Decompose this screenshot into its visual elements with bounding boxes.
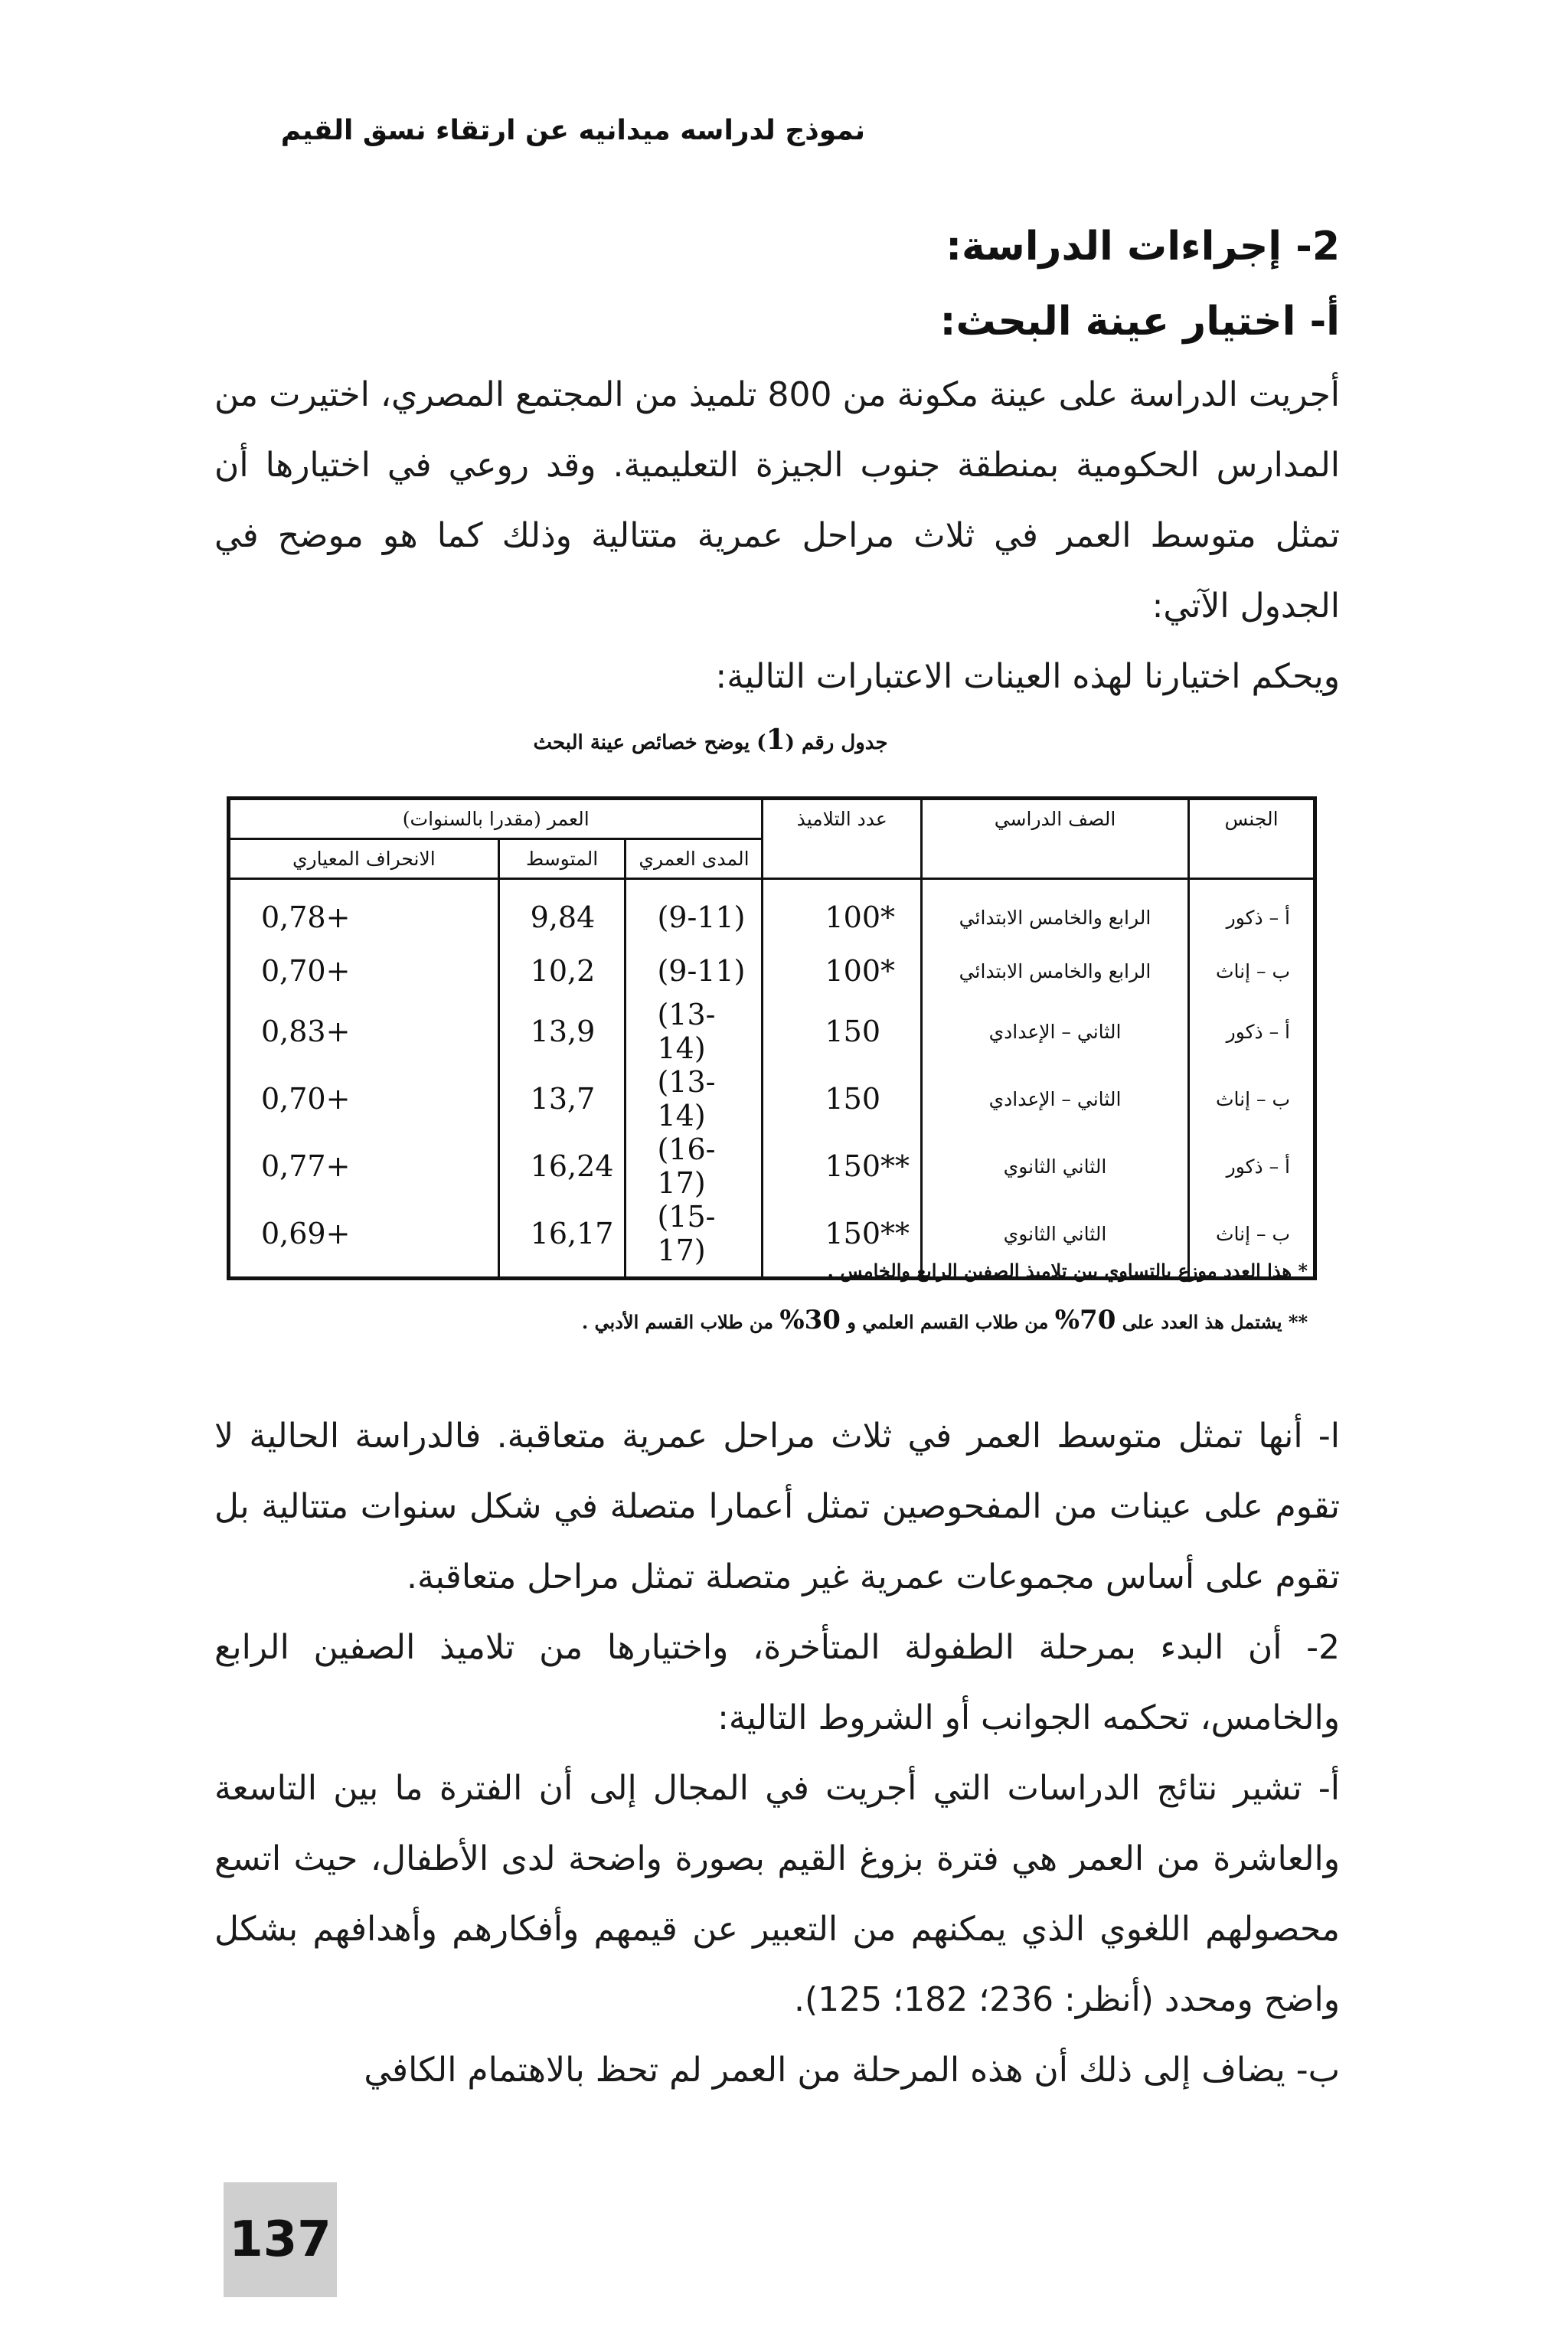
cell-sd: 0,83+	[229, 998, 499, 1065]
footnote-2-percent-literary: 30%	[779, 1305, 841, 1335]
footnote-2-part-e: من طلاب القسم الأدبي .	[581, 1311, 780, 1333]
cell-range: (9-11)	[626, 879, 763, 945]
cell-gender: ب – إناث	[1189, 1200, 1315, 1279]
header-mean: المتوسط	[498, 839, 626, 879]
cell-count: 150**	[763, 1133, 922, 1200]
footnote-2-part-a: ** يشتمل هذ العدد على	[1116, 1311, 1308, 1333]
cell-gender: أ – ذكور	[1189, 879, 1315, 945]
cell-count: 150	[763, 1065, 922, 1133]
subsection-heading: أ- اختيار عينة البحث:	[939, 299, 1340, 345]
cell-range: (15-17)	[626, 1200, 763, 1279]
cell-range: (13-14)	[626, 1065, 763, 1133]
cell-mean: 10,2	[498, 944, 626, 998]
cell-grade: الثاني الثانوي	[922, 1133, 1189, 1200]
cell-grade: الرابع والخامس الابتدائي	[922, 944, 1189, 998]
intro-paragraph: أجريت الدراسة على عينة مكونة من 800 تلميذ من المجتمع المصري، اختيرت من المدارس الحكومية بمنطقة جنوب الجيزة التعليمية. وقد روعي في اختيارها أن تمثل متوسط العمر في ثلاث مراحل عمرية متتالية وذلك كما هو موضح في الجدول الآتي:	[214, 375, 1340, 626]
cell-range: (16-17)	[626, 1133, 763, 1200]
cell-mean: 13,7	[498, 1065, 626, 1133]
caption-suffix: ) يوضح خصائص عينة البحث	[533, 731, 766, 754]
table-row	[229, 879, 1315, 945]
footnote-2-part-c: من طلاب القسم العلمي و	[840, 1311, 1055, 1333]
cell-mean: 9,84	[498, 879, 626, 945]
body-paragraph: أ- تشير نتائج الدراسات التي أجريت في المجال إلى أن الفترة ما بين التاسعة والعاشرة من العمر هي فترة بزوغ القيم بصورة واضحة لدى الأطفال، حيث اتسع محصولهم اللغوي الذي يمكنهم من التعبير عن قيمهم وأفكارهم وأهدافهم بشكل واضح ومحدد (أنظر: 236؛ 182؛ 125).	[214, 1769, 1340, 2019]
cell-grade: الثاني الثانوي	[922, 1200, 1189, 1279]
table-footnotes	[190, 1260, 1308, 1358]
footnote-2	[190, 1305, 1308, 1335]
sample-characteristics-table	[227, 796, 1317, 1280]
caption-number: 1	[766, 724, 786, 756]
cell-sd: 0,78+	[229, 879, 499, 945]
cell-count: 150	[763, 998, 922, 1065]
intro-paragraph-2: ويحكم اختيارنا لهذه العينات الاعتبارات التالية:	[715, 657, 1340, 696]
header-sd: الانحراف المعياري	[229, 839, 499, 879]
body-text	[214, 1401, 1340, 2106]
body-paragraph: 2- أن البدء بمرحلة الطفولة المتأخرة، واختيارها من تلاميذ الصفين الرابع والخامس، تحكمه الجوانب أو الشروط التالية:	[214, 1628, 1340, 1737]
cell-gender: ب – إناث	[1189, 1065, 1315, 1133]
cell-grade: الثاني – الإعدادي	[922, 998, 1189, 1065]
header-gender: الجنس	[1189, 799, 1315, 879]
section-heading: 2- إجراءات الدراسة:	[946, 224, 1340, 270]
cell-grade: الرابع والخامس الابتدائي	[922, 879, 1189, 945]
header-count: عدد التلاميذ	[763, 799, 922, 879]
cell-range: (9-11)	[626, 944, 763, 998]
cell-sd: 0,70+	[229, 1065, 499, 1133]
cell-mean: 16,17	[498, 1200, 626, 1279]
table-row	[229, 998, 1315, 1065]
cell-sd: 0,70+	[229, 944, 499, 998]
table-row	[229, 1133, 1315, 1200]
cell-gender: أ – ذكور	[1189, 1133, 1315, 1200]
cell-count: 100*	[763, 944, 922, 998]
table-caption	[443, 724, 978, 756]
intro-text	[214, 360, 1340, 712]
header-age-group: العمر (مقدرا بالسنوات)	[229, 799, 763, 839]
table-row	[229, 1065, 1315, 1133]
cell-gender: أ – ذكور	[1189, 998, 1315, 1065]
cell-gender: ب – إناث	[1189, 944, 1315, 998]
table-row	[229, 944, 1315, 998]
cell-grade: الثاني – الإعدادي	[922, 1065, 1189, 1133]
header-grade: الصف الدراسي	[922, 799, 1189, 879]
header-age-range: المدى العمري	[626, 839, 763, 879]
cell-count: 150**	[763, 1200, 922, 1279]
cell-count: 100*	[763, 879, 922, 945]
cell-sd: 0,77+	[229, 1133, 499, 1200]
cell-range: (13-14)	[626, 998, 763, 1065]
page-number: 137	[224, 2182, 337, 2297]
caption-prefix: جدول رقم (	[785, 731, 888, 754]
body-paragraph: ب- يضاف إلى ذلك أن هذه المرحلة من العمر لم تحظ بالاهتمام الكافي	[364, 2051, 1340, 2090]
footnote-2-percent-science: 70%	[1054, 1305, 1116, 1335]
cell-mean: 16,24	[498, 1133, 626, 1200]
footnote-1: * هذا العدد موزع بالتساوي بين تلاميذ الصفين الرابع والخامس .	[827, 1260, 1308, 1282]
running-head: نموذج لدراسه ميدانيه عن ارتقاء نسق القيم	[280, 115, 865, 146]
cell-sd: 0,69+	[229, 1200, 499, 1279]
cell-mean: 13,9	[498, 998, 626, 1065]
body-paragraph: ا- أنها تمثل متوسط العمر في ثلاث مراحل عمرية متعاقبة. فالدراسة الحالية لا تقوم على عينات من المفحوصين تمثل أعمارا متصلة في شكل سنوات متتالية بل تقوم على أساس مجموعات عمرية غير متصلة تمثل مراحل متعاقبة.	[214, 1417, 1340, 1597]
